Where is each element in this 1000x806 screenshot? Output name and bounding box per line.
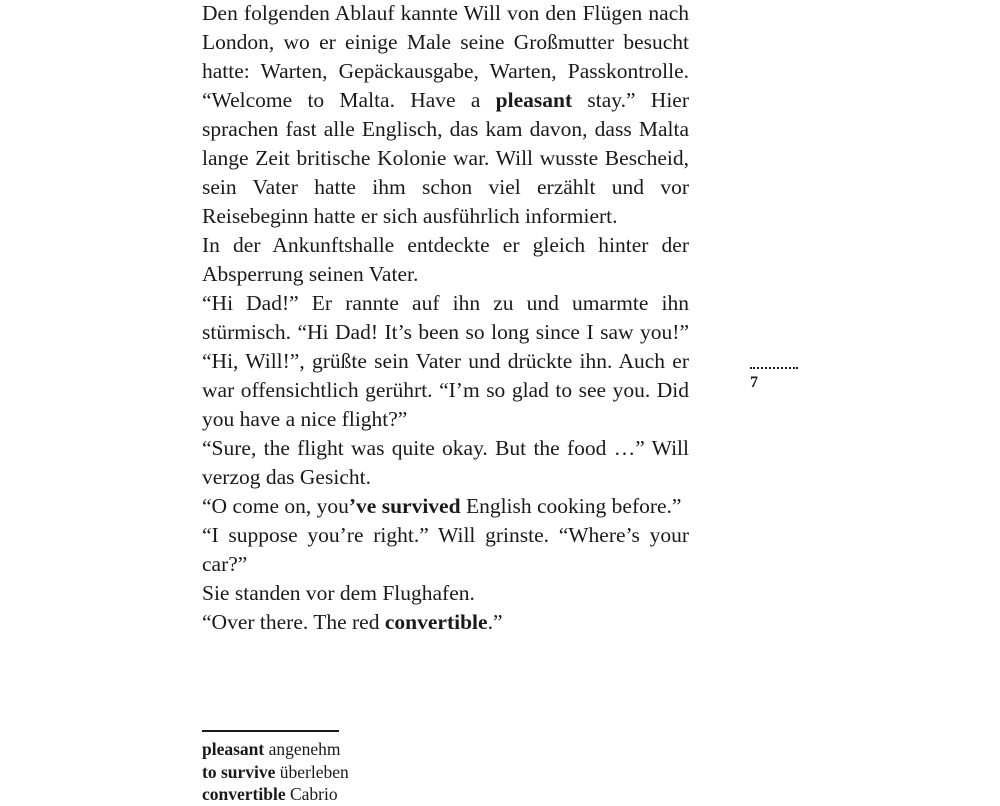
paragraph	[202, 231, 689, 289]
page-marker-dots	[750, 367, 798, 372]
story-text	[202, 0, 689, 637]
glossary-divider	[202, 730, 339, 732]
paragraph	[202, 521, 689, 579]
glossary-entry	[202, 738, 349, 761]
vocab-highlight: convertible	[384, 610, 488, 634]
page-number: 7	[750, 374, 758, 391]
glossary-translation: Cabrio	[289, 784, 338, 804]
paragraph-text: “I suppose you’re right.” Will grinste. “Where’s your car?”	[202, 523, 689, 576]
paragraph	[202, 608, 689, 637]
glossary-term: to survive	[202, 761, 276, 782]
vocab-highlight: ’ve survived	[348, 494, 461, 518]
glossary	[202, 738, 349, 806]
paragraph-text: “Over there. The red	[202, 610, 385, 634]
paragraph-text: stay.” Hier sprachen fast alle Englisch, das kam davon, dass Malta lange Zeit britische Kolonie war. Will wusste Bescheid, sein Vater hatte ihm schon viel erzählt und vor Reisebeginn hatte er sich ausführlich informiert.	[202, 88, 690, 228]
glossary-term: pleasant	[202, 739, 265, 759]
paragraph	[202, 579, 689, 608]
glossary-entry	[202, 783, 349, 806]
vocab-highlight: pleasant	[495, 88, 573, 112]
glossary-translation: angenehm	[268, 739, 341, 759]
paragraph-text: In der Ankunftshalle entdeckte er gleich hinter der Absperrung seinen Vater.	[202, 233, 689, 286]
paragraph-text: “Sure, the flight was quite okay. But the food …” Will verzog das Gesicht.	[202, 436, 689, 489]
page-marker	[750, 367, 798, 392]
glossary-translation: überleben	[279, 761, 349, 782]
paragraph	[202, 347, 689, 434]
glossary-term: convertible	[202, 784, 286, 804]
glossary-entry	[202, 761, 349, 784]
paragraph	[202, 492, 689, 521]
paragraph	[202, 0, 689, 231]
paragraph-text: Den folgenden Ablauf kannte Will von den Flügen nach London, wo er einige Male seine Großmutter besucht hatte: Warten, Gepäckausgabe, Warten, Passkontrolle. “Welcome to Malta. Have a	[202, 1, 689, 112]
paragraph-text: English cooking before.”	[460, 494, 682, 518]
paragraph	[202, 289, 689, 347]
paragraph-text: Sie standen vor dem Flughafen.	[202, 581, 475, 605]
paragraph-text: “Hi, Will!”, grüßte sein Vater und drückte ihn. Auch er war offensichtlich gerührt. “I’m so glad to see you. Did you have a nice flight?”	[202, 349, 689, 431]
paragraph-text: “Hi Dad!” Er rannte auf ihn zu und umarmte ihn stürmisch. “Hi Dad! It’s been so long since I saw you!”	[202, 291, 689, 344]
paragraph-text: .”	[487, 610, 503, 634]
paragraph-text: “O come on, you	[202, 494, 349, 518]
paragraph	[202, 434, 689, 492]
